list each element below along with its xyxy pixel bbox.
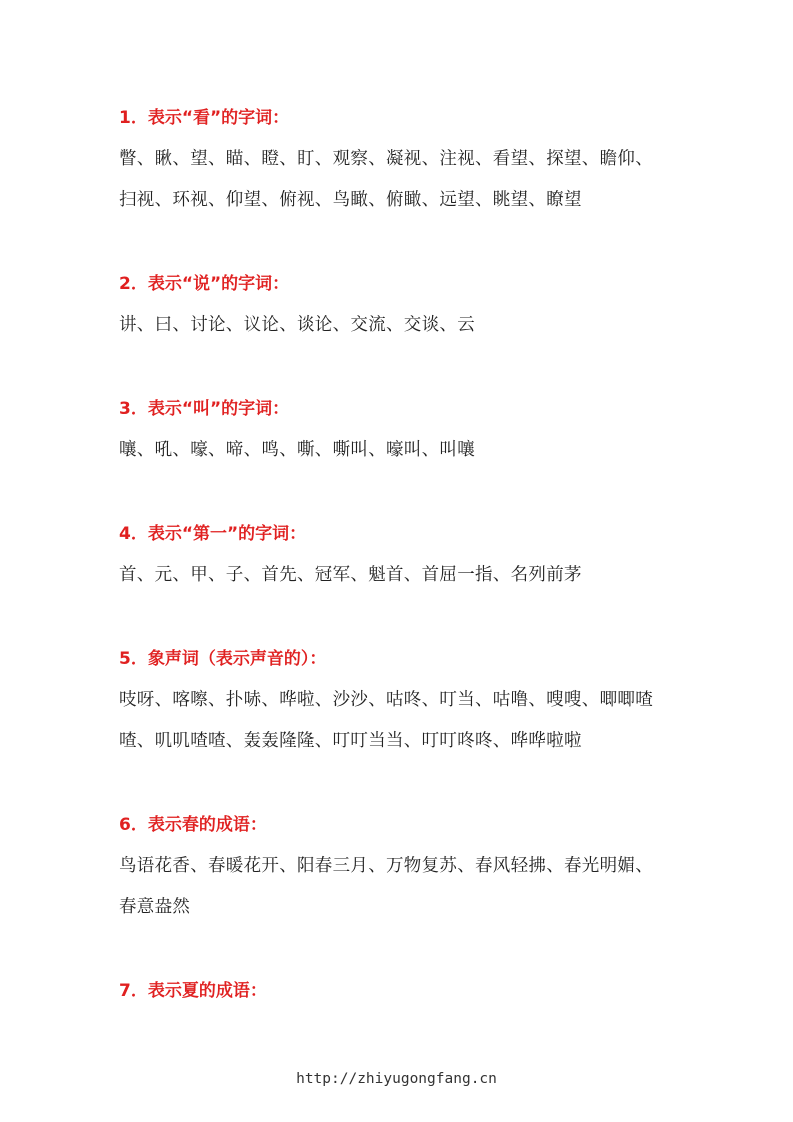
section-5-line-2: 喳、叽叽喳喳、轰轰隆隆、叮叮当当、叮叮咚咚、哗哗啦啦 — [119, 731, 582, 751]
section-2-heading: 2．表示“说”的字词： — [119, 274, 290, 294]
section-6-heading: 6．表示春的成语： — [119, 815, 267, 835]
section-7-heading: 7．表示夏的成语： — [119, 981, 267, 1001]
section-4-line-1: 首、元、甲、子、首先、冠军、魁首、首屈一指、名列前茅 — [119, 565, 582, 585]
section-6-line-2: 春意盎然 — [119, 897, 191, 917]
section-2-line-1: 讲、曰、讨论、议论、谈论、交流、交谈、云 — [119, 315, 475, 335]
section-3-heading: 3．表示“叫”的字词： — [119, 399, 290, 419]
section-5-line-1: 吱呀、喀嚓、扑哧、哗啦、沙沙、咕咚、叮当、咕噜、嗖嗖、唧唧喳 — [119, 690, 653, 710]
section-1-line-1: 瞥、瞅、望、瞄、瞪、盯、观察、凝视、注视、看望、探望、瞻仰、 — [119, 149, 653, 169]
footer-url: http://zhiyugongfang.cn — [296, 1071, 497, 1087]
section-6-line-1: 鸟语花香、春暖花开、阳春三月、万物复苏、春风轻拂、春光明媚、 — [119, 856, 653, 876]
section-4-heading: 4．表示“第一”的字词： — [119, 524, 307, 544]
section-5-heading: 5．象声词（表示声音的）： — [119, 649, 327, 669]
section-1-line-2: 扫视、环视、仰望、俯视、鸟瞰、俯瞰、远望、眺望、瞭望 — [119, 190, 582, 210]
section-3-line-1: 嚷、吼、嚎、啼、鸣、嘶、嘶叫、嚎叫、叫嚷 — [119, 440, 475, 460]
section-1-heading: 1．表示“看”的字词： — [119, 108, 290, 128]
